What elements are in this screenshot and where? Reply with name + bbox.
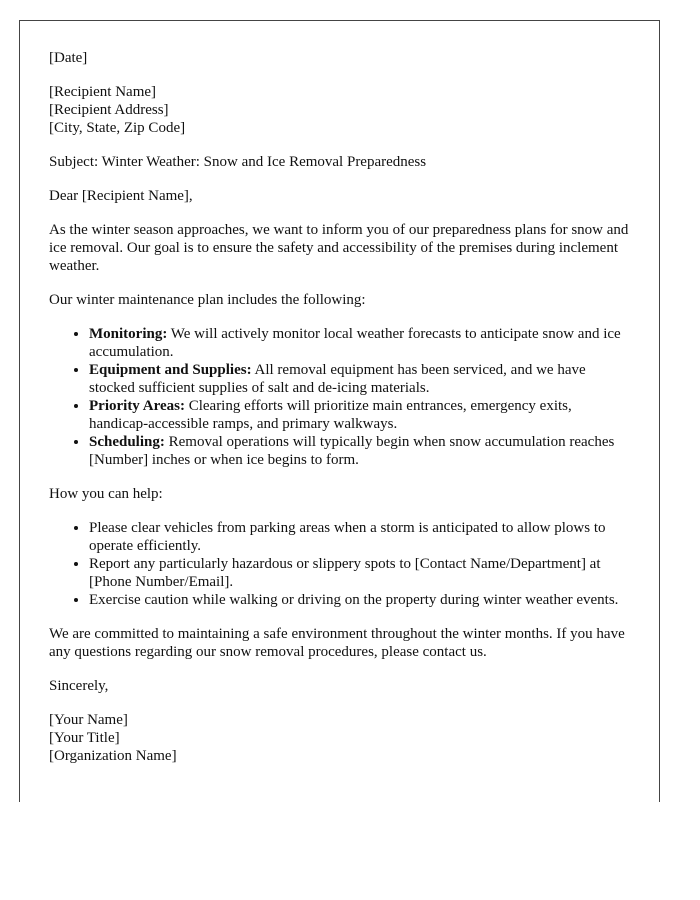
letter-intro: As the winter season approaches, we want to inform you of our preparedness plans for snow and ice removal. Our goal is to ensure the safety and accessibility of the premises during inclement weather. — [49, 222, 629, 274]
plan-item-equipment — [89, 361, 631, 397]
plan-item-text: We will actively monitor local weather forecasts to anticipate snow and ice accumulation. — [89, 326, 621, 360]
plan-item-priority-areas — [89, 397, 631, 433]
plan-item-monitoring — [89, 325, 631, 361]
signature-title: [Your Title] — [49, 730, 120, 746]
closing-paragraph: We are committed to maintaining a safe environment throughout the winter months. If you have any questions regarding our snow removal procedures, please contact us. — [49, 626, 625, 660]
letter-date: [Date] — [49, 50, 88, 66]
signature-name: [Your Name] — [49, 712, 128, 728]
recipient-city-state-zip: [City, State, Zip Code] — [49, 120, 186, 136]
signature-block — [49, 711, 631, 765]
recipient-block — [49, 83, 631, 137]
help-heading: How you can help: — [49, 486, 163, 502]
plan-item-label: Priority Areas: — [89, 398, 185, 414]
signature-organization: [Organization Name] — [49, 748, 177, 764]
letter-page — [19, 20, 660, 802]
help-item: • Report any particularly hazardous or slippery spots to [Contact Name/Department] at [Phone Number/Email]. — [89, 555, 631, 591]
recipient-address: [Recipient Address] — [49, 102, 169, 118]
plan-item-text: Removal operations will typically begin when snow accumulation reaches [Number] inches or when ice begins to form. — [89, 434, 615, 468]
recipient-name: [Recipient Name] — [49, 84, 157, 100]
plan-list — [49, 325, 631, 469]
plan-item-label: Monitoring: — [89, 326, 168, 342]
letter-salutation: Dear [Recipient Name], — [49, 188, 193, 204]
help-item: • Exercise caution while walking or driving on the property during winter weather events. — [89, 591, 631, 609]
help-list — [49, 519, 631, 609]
plan-heading: Our winter maintenance plan includes the following: — [49, 292, 366, 308]
sign-off: Sincerely, — [49, 678, 109, 694]
letter-subject: Subject: Winter Weather: Snow and Ice Removal Preparedness — [49, 154, 427, 170]
plan-item-label: Equipment and Supplies: — [89, 362, 252, 378]
plan-item-scheduling — [89, 433, 631, 469]
plan-item-text: All removal equipment has been serviced, and we have stocked sufficient supplies of salt and de-icing materials. — [89, 362, 586, 396]
plan-item-label: Scheduling: — [89, 434, 165, 450]
plan-item-text: Clearing efforts will prioritize main entrances, emergency exits, handicap-accessible ramps, and primary walkways. — [89, 398, 572, 432]
help-item: • Please clear vehicles from parking areas when a storm is anticipated to allow plows to operate efficiently. — [89, 519, 631, 555]
